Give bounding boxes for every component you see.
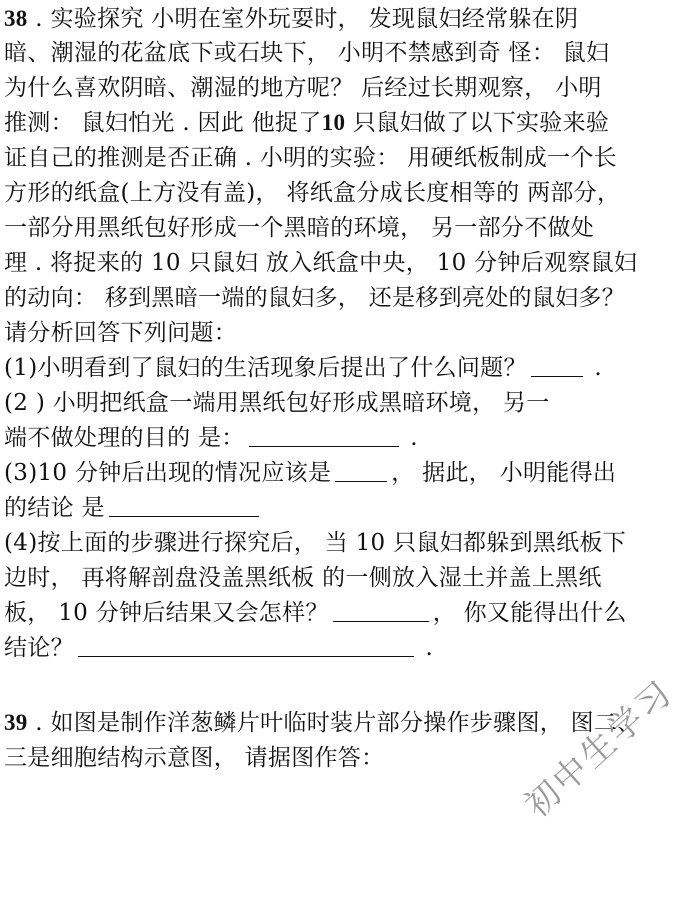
q38-sub4-text-2: 结论？: [4, 635, 74, 661]
q38-sub1: [4, 351, 636, 385]
answer-blank-6[interactable]: [78, 634, 414, 657]
answer-blank-5[interactable]: [333, 599, 429, 622]
q38-sub4-line-2: 边时， 再将解剖盘没盖黑纸板 的一侧放入湿土并盖上黑纸: [4, 565, 602, 591]
q38-line-5: 证自己的推测是否正确 . 小明的实验： 用硬纸板制成一个长: [4, 145, 617, 171]
q38-sub2-end: .: [402, 425, 418, 451]
answer-blank-1[interactable]: [531, 354, 583, 377]
watermark: 初中生学习: [517, 672, 682, 826]
q39-line-2: 三是细胞结构示意图， 请据图作答：: [4, 745, 385, 771]
q38-text-4-tail: 只鼠妇做了以下实验来验: [345, 110, 610, 136]
q38-sub4-text-tail: ， 你又能得出什么: [432, 600, 627, 626]
q39-text-1: . 如图是制作洋葱鳞片叶临时装片部分操作步骤图， 图二、: [27, 710, 641, 736]
q38-sub2-text: 端不做处理的目的 是：: [4, 425, 245, 451]
answer-blank-2[interactable]: [249, 424, 399, 447]
q38-sub2-line-2: [4, 421, 636, 455]
q38-text-4: 推测： 鼠妇怕光 . 因此 他捉了: [4, 110, 322, 136]
q38-sub4-line-3: [4, 596, 636, 630]
q38-text-1: . 实验探究 小明在室外玩耍时， 发现鼠妇经常躲在阴: [27, 6, 579, 32]
q38-sub3-text-2: 的结论 是: [4, 495, 105, 521]
q38-line-10: 请分析回答下列问题：: [4, 320, 237, 346]
q38-line-6: 方形的纸盒(上方没有盖)， 将纸盒分成长度相等的 两部分，: [4, 180, 621, 206]
q38-sub4-line-4: [4, 631, 636, 665]
q38-sub4-line-1: (4)按上面的步骤进行探究后， 当 10 只鼠妇都躲到黑纸板下: [4, 530, 627, 556]
q38-line-3: 为什么喜欢阴暗、潮湿的地方呢？ 后经过长期观察， 小明: [4, 75, 602, 101]
q38-line-8: 理 . 将捉来的 10 只鼠妇 放入纸盒中央， 10 分钟后观察鼠妇: [4, 250, 638, 276]
q38-sub1-text: (1)小明看到了鼠妇的生活现象后提出了什么问题？: [4, 355, 527, 381]
q38-sub3-text: (3)10 分钟后出现的情况应该是: [4, 460, 332, 486]
q38-sub4-end: .: [417, 635, 434, 661]
q38-line-9: 的动向： 移到黑暗一端的鼠妇多， 还是移到亮处的鼠妇多？: [4, 285, 626, 311]
q38-line-1: [4, 2, 636, 36]
q38-sub3-line-1: [4, 456, 636, 490]
q38-sub3-text-tail: ， 据此， 小明能得出: [391, 460, 617, 486]
q39-line-1: [4, 706, 641, 740]
q38-sub1-end: .: [586, 355, 603, 381]
q38-number: 38: [4, 6, 28, 31]
q38-sub4-text: 板， 10 分钟后结果又会怎样？: [4, 600, 329, 626]
q38-bold-count: 10: [321, 110, 346, 135]
answer-blank-3[interactable]: [335, 459, 387, 482]
q38-line-7: 一部分用黑纸包好形成一个黑暗的环境， 另一部分不做处: [4, 215, 595, 241]
q39-number: 39: [4, 710, 28, 735]
q38-sub2-line-1: (2 ) 小明把纸盒一端用黑纸包好形成黑暗环境， 另一: [4, 390, 550, 416]
q38-line-2: 暗、潮湿的花盆底下或石块下， 小明不禁感到奇 怪： 鼠妇: [4, 40, 610, 66]
q38-line-4: [4, 106, 636, 140]
q38-sub3-line-2: [4, 491, 636, 525]
answer-blank-4[interactable]: [109, 494, 259, 517]
